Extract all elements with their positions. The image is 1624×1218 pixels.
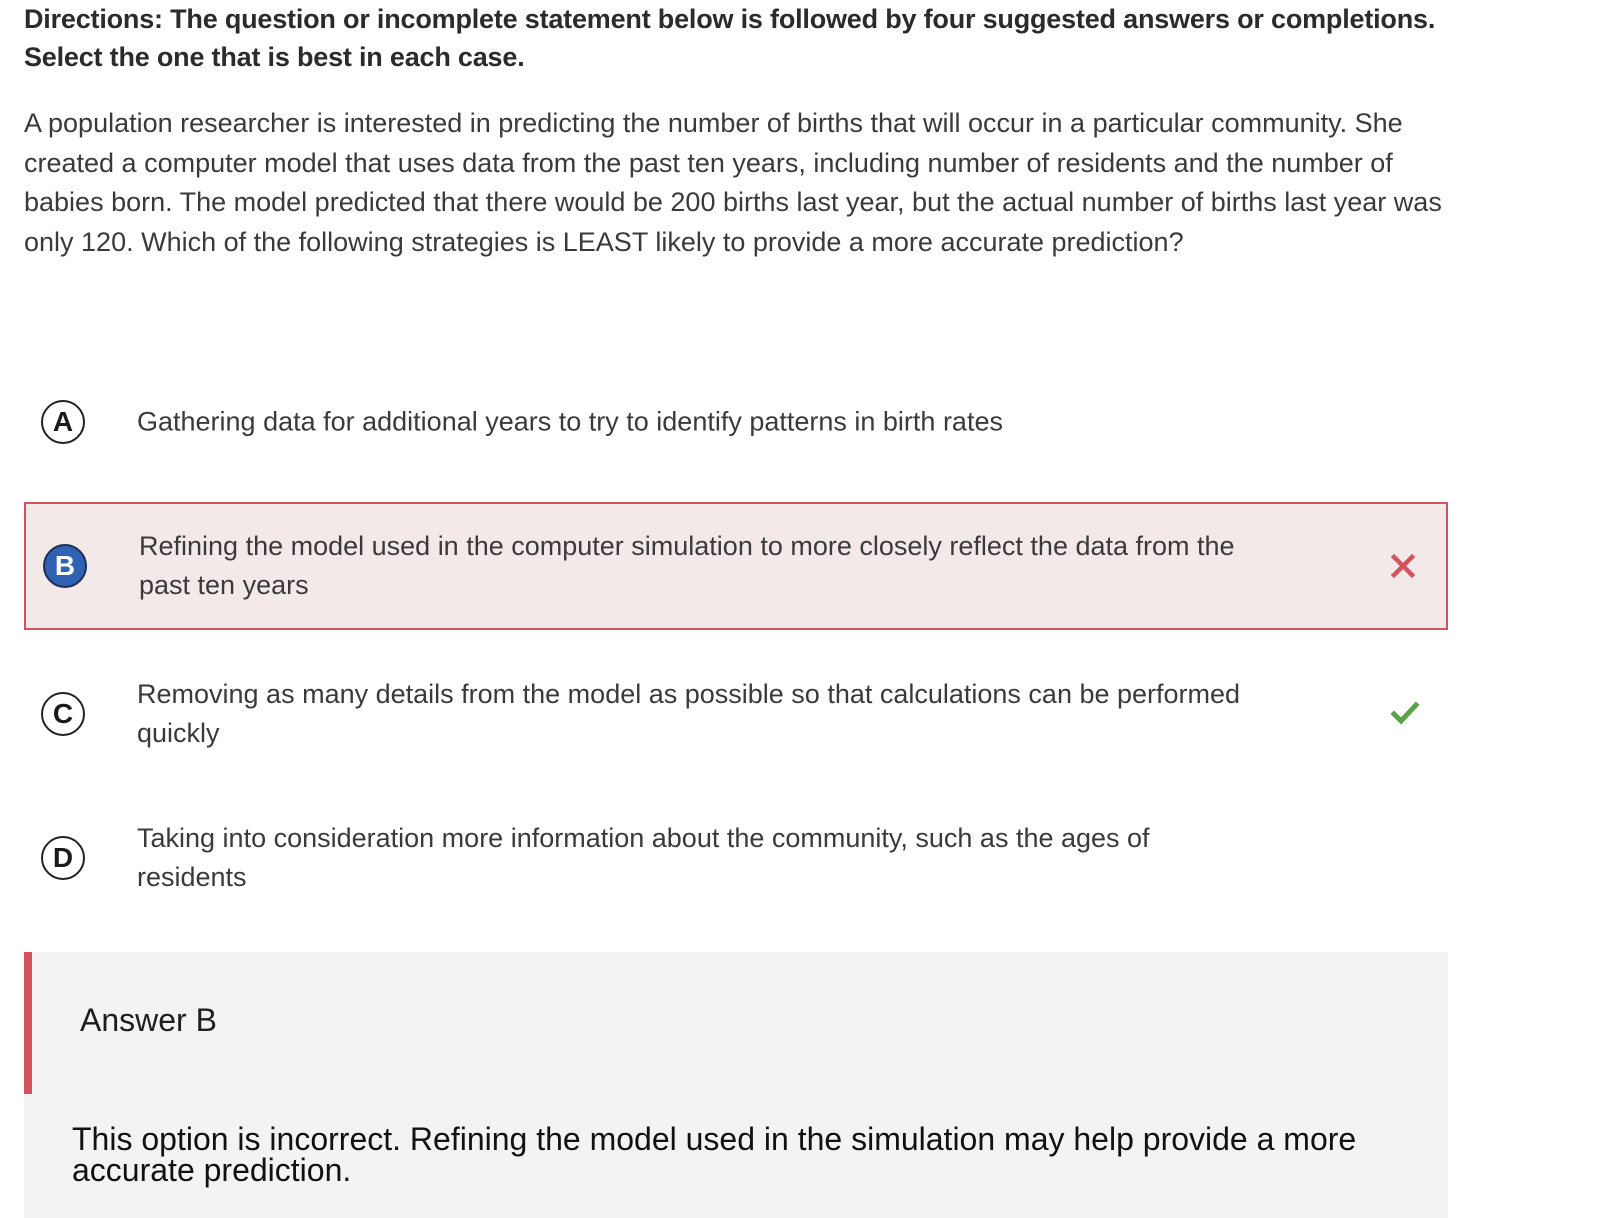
feedback-accent-bar [24,952,32,1094]
choice-c[interactable] [24,664,1448,764]
choice-d[interactable] [24,808,1448,908]
choice-a[interactable] [24,382,1448,462]
close-icon [1388,551,1418,581]
checkmark-icon [1390,699,1420,729]
choice-b-letter: B [43,544,87,588]
choice-b-text: Refining the model used in the computer simulation to more closely reflect the data from the past ten years [139,531,1235,600]
choice-d-letter: D [41,836,85,880]
feedback-panel [24,952,1448,1218]
choice-b[interactable] [24,502,1448,630]
choice-a-text: Gathering data for additional years to try to identify patterns in birth rates [137,406,1003,437]
feedback-body: This option is incorrect. Refining the model used in the simulation may help provide a more accurate prediction. [72,1121,1357,1188]
choice-c-text: Removing as many details from the model as possible so that calculations can be performed quickly [137,679,1241,748]
choice-c-letter: C [41,692,85,736]
feedback-title: Answer B [80,1002,217,1038]
choice-d-text: Taking into consideration more information about the community, such as the ages of residents [137,823,1150,892]
question-stem: A population researcher is interested in predicting the number of births that will occur in a particular community. She created a computer model that uses data from the past ten years, including number of residents and the number of babies born. The model predicted that there would be 200 births last year, but the actual number of births last year was only 120. Which of the following strategies is LEAST likely to provide a more accurate prediction? [24,108,1442,257]
directions-text: Directions: The question or incomplete statement below is followed by four suggested answers or completions. Select the one that is best in each case. [24,4,1436,72]
choice-a-letter: A [41,400,85,444]
